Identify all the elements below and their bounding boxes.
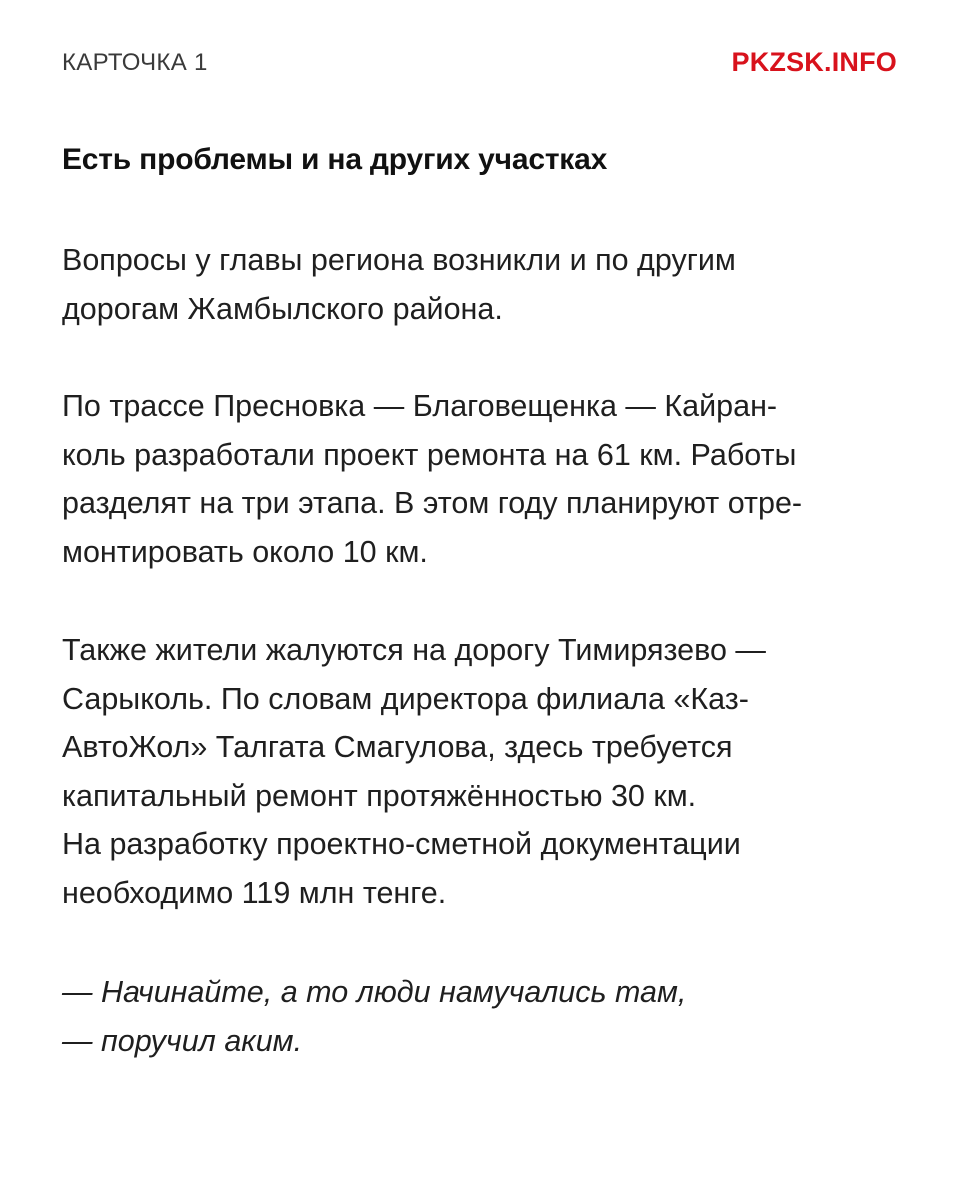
paragraph-line: монтировать около 10 км. [62,534,428,569]
paragraph-line: капитальный ремонт протяжённостью 30 км. [62,778,697,813]
paragraph-line: коль разработали проект ремонта на 61 км. Работы [62,437,797,472]
paragraph-line: АвтоЖол» Талгата Смагулова, здесь требуется [62,730,733,764]
paragraph-line: Сарыколь. По словам директора филиала «Каз- [62,681,749,716]
paragraph-line: необходимо 119 млн тенге. [62,875,447,910]
paragraph-line: дорогам Жамбылского района. [62,291,503,326]
akim-quote [62,968,902,1065]
paragraph-1 [62,236,902,333]
site-logo[interactable]: PKZSK.INFO [731,47,897,77]
paragraph-line: Вопросы у главы региона возникли и по другим [62,243,736,277]
paragraph-line: По трассе Пресновка — Благовещенка — Кайран- [62,389,778,423]
paragraph-3 [62,626,902,917]
quote-line: — поручил аким. [62,1023,303,1058]
quote-line: — Начинайте, а то люди намучались там, [62,975,687,1009]
paragraph-line: разделят на три этапа. В этом году планируют отре- [62,486,803,520]
headline: Есть проблемы и на других участках [62,143,608,176]
paragraph-2 [62,382,902,576]
paragraph-line: Также жители жалуются на дорогу Тимирязево — [62,633,766,667]
card-number-label: КАРТОЧКА 1 [62,49,208,76]
paragraph-line: На разработку проектно-сметной документации [62,827,741,861]
